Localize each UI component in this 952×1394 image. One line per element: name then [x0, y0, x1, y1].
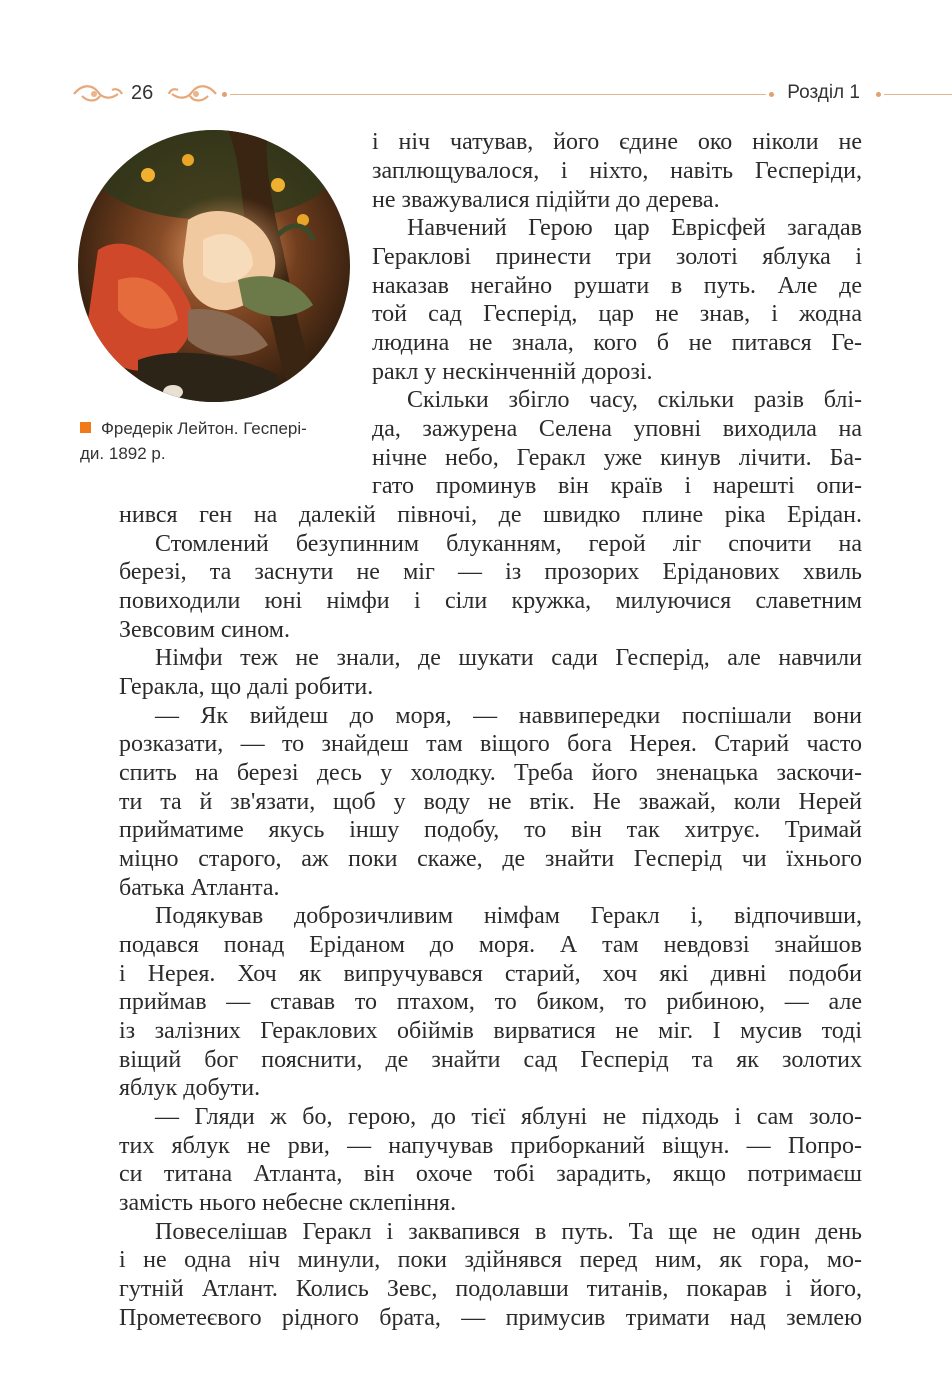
text-line: розказати, — то знайдеш там віщого бога Нерея. Старий часто	[119, 731, 862, 757]
text-line: приймав — ставав то птахом, то биком, то рибиною, — але	[119, 989, 862, 1015]
text-line: людина не знала, кого б не питався Ге-	[372, 330, 862, 356]
text-line: ракл у нескінченній дорозі.	[372, 359, 653, 385]
header-rule	[230, 94, 766, 95]
text-line: спить на березі десь у холодку. Треба його зненацька заскочи-	[119, 760, 862, 786]
text-line: повиходили юні німфи і сіли кружка, милуючися славетним	[119, 588, 862, 614]
figure-caption	[80, 416, 360, 466]
text-line: — Як вийдеш до моря, — наввипередки поспішали вони	[155, 703, 862, 729]
header-rule	[884, 94, 952, 95]
text-line: нічне небо, Геракл уже кинув лічити. Ба-	[372, 445, 862, 471]
text-line: Подякував доброзичливим німфам Геракл і, відпочивши,	[155, 903, 862, 929]
section-title: Розділ 1	[787, 82, 860, 103]
text-line: тих яблук не рви, — напучував приборканий віщун. — Попро-	[119, 1133, 862, 1159]
text-line: із залізних Гераклових обіймів вирватися не міг. І мусив тоді	[119, 1018, 862, 1044]
text-line: і не одна ніч минули, поки здійнявся перед ним, як гора, мо-	[119, 1247, 862, 1273]
text-line: подався понад Еріданом до моря. А там невдовзі знайшов	[119, 932, 862, 958]
text-line: си титана Атланта, він охоче тобі зарадить, якщо потримаєш	[119, 1161, 862, 1187]
text-line: не зважувалися підійти до дерева.	[372, 187, 720, 213]
text-line: і ніч чатував, його єдине око ніколи не	[372, 129, 862, 155]
text-line: той сад Гесперід, цар не знав, і жодна	[372, 301, 862, 327]
caption-line: Фредерік Лейтон. Геспері-	[101, 419, 307, 438]
text-line: прийматиме якусь іншу подобу, то він так хитрує. Тримай	[119, 817, 862, 843]
right-ornament-icon	[168, 82, 218, 106]
divider-dot	[222, 92, 227, 97]
caption-line: ди. 1892 р.	[80, 444, 166, 463]
text-line: ти та й зв'язати, щоб у воду не втік. Не зважай, коли Нерей	[119, 789, 862, 815]
text-line: Зевсовим сином.	[119, 617, 290, 643]
left-ornament-icon	[72, 82, 124, 106]
text-line: березі, та заснути не міг — із прозорих Еріданових хвиль	[119, 559, 862, 585]
divider-dot	[769, 92, 774, 97]
text-line: Стомлений безупинним блуканням, герой ліг спочити на	[155, 531, 862, 557]
caption-bullet-icon	[80, 422, 91, 433]
text-line: нився ген на далекій півночі, де швидко плине ріка Ерідан.	[119, 502, 862, 528]
text-line: Німфи теж не знали, де шукати сади Гесперід, але навчили	[155, 645, 862, 671]
text-line: яблук добути.	[119, 1075, 261, 1101]
page-number: 26	[131, 82, 154, 104]
text-line: Прометеєвого рідного брата, — примусив тримати над землею	[119, 1305, 862, 1331]
text-line: віщий бог пояснити, де знайти сад Гесперід та як золотих	[119, 1047, 862, 1073]
text-line: гутній Атлант. Колись Зевс, подолавши титанів, покарав і його,	[119, 1276, 862, 1302]
text-line: гато проминув він країв і нарешті опи-	[372, 473, 862, 499]
text-line: заплющувалося, і ніхто, навіть Гесперіди,	[372, 158, 862, 184]
text-line: і Нерея. Хоч як випручувався старий, хоч які дивні подоби	[119, 961, 862, 987]
text-line: Навчений Герою цар Еврісфей загадав	[407, 215, 862, 241]
divider-dot	[876, 92, 881, 97]
text-line: батька Атланта.	[119, 875, 280, 901]
text-line: — Гляди ж бо, герою, до тієї яблуні не підходь і сам золо-	[155, 1104, 862, 1130]
text-line: Гераклові принести три золоті яблука і	[372, 244, 862, 270]
text-line: Геракла, що далі робити.	[119, 674, 374, 700]
text-line: замість нього небесне склепіння.	[119, 1190, 457, 1216]
painting-image	[78, 130, 350, 402]
text-line: Скільки збігло часу, скільки разів блі-	[407, 387, 862, 413]
text-line: міцно старого, аж поки скаже, де знайти Гесперід чи їхнього	[119, 846, 862, 872]
text-line: Повеселішав Геракл і заквапився в путь. Та ще не один день	[155, 1219, 862, 1245]
text-line: да, зажурена Селена уповні виходила на	[372, 416, 862, 442]
page-header	[0, 78, 952, 112]
text-line: наказав негайно рушати в путь. Але де	[372, 273, 862, 299]
